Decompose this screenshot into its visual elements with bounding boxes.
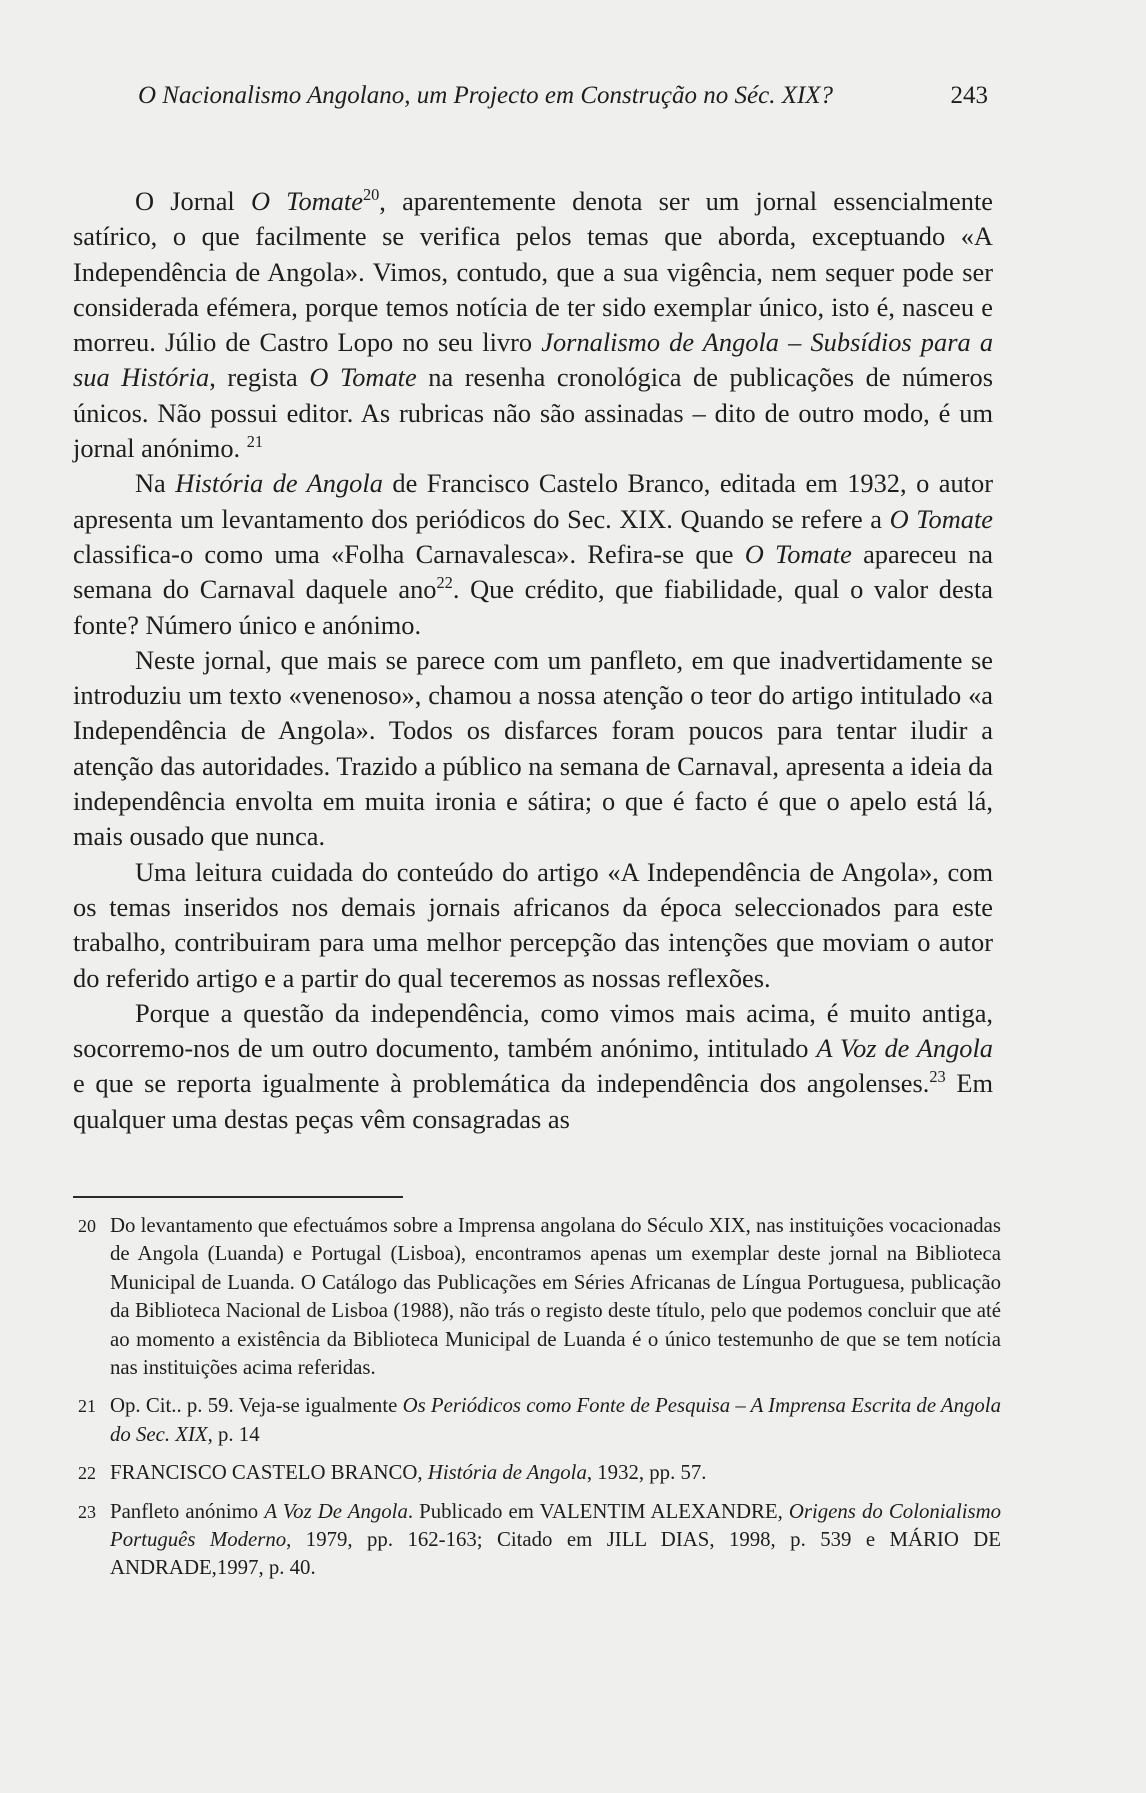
text-run: , aparentemente denota ser um jornal essencialmente satírico, o que facilmente se verifica pelos temas que aborda, exceptuando «A Independência de Angola». Vimos, contudo, que a sua vigência, nem sequer pode ser considerada efémera, porque temos notícia de ter sido exemplar único, isto é, nasceu e morreu. Júlio de Castro Lopo no seu livro bbox=[73, 186, 994, 358]
text-run: O Jornal bbox=[135, 186, 251, 216]
page-number: 243 bbox=[950, 82, 988, 109]
text-run: , regista bbox=[209, 362, 310, 393]
paragraph-5 bbox=[73, 996, 993, 1137]
text-run: . Que crédito, que fiabilidade, qual o valor desta fonte? Número único e anónimo. bbox=[73, 574, 993, 640]
footnote-ref-20[interactable]: 20 bbox=[362, 185, 380, 205]
text-run: , 1932, pp. 57. bbox=[586, 1461, 707, 1485]
text-run: apareceu na semana do Carnaval daquele ano bbox=[73, 538, 993, 605]
paragraph-1 bbox=[73, 184, 993, 466]
footnote-ref-23[interactable]: 23 bbox=[929, 1067, 946, 1087]
italic-run: História de Angola bbox=[175, 468, 383, 499]
text-run: Panfleto anónimo bbox=[110, 1499, 265, 1523]
text-run: classifica-o como uma «Folha Carnavalesca». Refira-se que bbox=[73, 538, 745, 569]
italic-run: Os Periódicos como Fonte de Pesquisa – A Imprensa Escrita de Angola do Sec. XIX bbox=[110, 1394, 1001, 1446]
footnote-number: 20 bbox=[78, 1216, 96, 1236]
footnotes bbox=[78, 1212, 1001, 1593]
text-run: FRANCISCO CASTELO BRANCO, bbox=[110, 1461, 428, 1485]
text-run: Op. Cit.. p. 59. Veja-se igualmente bbox=[110, 1394, 403, 1418]
paragraph-4: Uma leitura cuidada do conteúdo do artigo «A Independência de Angola», com os temas inseridos nos demais jornais africanos da época seleccionados para este trabalho, contribuiram para uma melhor percepção das intenções que moviam o autor do referido artigo e a partir do qual teceremos as nossas reflexões. bbox=[73, 856, 993, 993]
italic-run: O Tomate bbox=[744, 538, 852, 569]
italic-run: O Tomate bbox=[309, 362, 417, 393]
text-run: de Francisco Castelo Branco, editada em 1932, o autor apresenta um levantamento dos periódicos do Sec. XIX. Quando se refere a bbox=[73, 468, 993, 534]
body-text bbox=[73, 184, 993, 1137]
text-run: na resenha cronológica de publicações de números únicos. Não possui editor. As rubricas não são assinadas – dito de outro modo, é um jornal anónimo. bbox=[73, 362, 994, 464]
italic-run: O Tomate bbox=[889, 503, 993, 534]
italic-run: História de Angola bbox=[427, 1461, 587, 1485]
footnote-separator bbox=[73, 1196, 403, 1198]
text-run: . Publicado em VALENTIM ALEXANDRE, bbox=[407, 1499, 789, 1523]
running-title: O Nacionalismo Angolano, um Projecto em Construção no Séc. XIX? bbox=[138, 82, 834, 109]
text-run: e que se reporta igualmente à problemática da independência dos angolenses. bbox=[73, 1068, 930, 1099]
text-run: , 1979, pp. 162-163; Citado em JILL DIAS, 1998, p. 539 e MÁRIO DE ANDRADE,1997, p. 40. bbox=[110, 1528, 1001, 1580]
footnote-ref-21[interactable]: 21 bbox=[246, 432, 264, 452]
italic-run: Jornalismo de Angola – Subsídios para a sua História bbox=[73, 327, 994, 393]
text-run: Porque a questão da independência, como vimos mais acima, é muito antiga, socorremo-nos de um outro documento, também anónimo, intitulado bbox=[73, 997, 993, 1064]
italic-run: Origens do Colonialismo Português Moderno bbox=[110, 1499, 1002, 1552]
footnote-21 bbox=[78, 1392, 1001, 1449]
footnote-number: 22 bbox=[78, 1463, 96, 1484]
italic-run: O Tomate bbox=[250, 186, 363, 216]
text-run: , p. 14 bbox=[207, 1422, 260, 1446]
text-run: Em qualquer uma destas peças vêm consagradas as bbox=[73, 1068, 993, 1134]
paragraph-3: Neste jornal, que mais se parece com um panfleto, em que inadvertidamente se introduziu um texto «venenoso», chamou a nossa atenção o teor do artigo intitulado «a Independência de Angola». Todos os disfarces foram poucos para tentar iludir a atenção das autoridades. Trazido a público na semana de Carnaval, apresenta a ideia da independência envolta em muita ironia e sátira; o que é facto é que o apelo está lá, mais ousado que nunca. bbox=[73, 644, 993, 852]
footnote-number: 23 bbox=[78, 1501, 96, 1522]
footnote-20 bbox=[78, 1212, 1001, 1382]
footnote-ref-22[interactable]: 22 bbox=[436, 573, 453, 593]
paragraph-2 bbox=[73, 466, 993, 642]
footnote-22 bbox=[78, 1459, 1001, 1487]
italic-run: A Voz de Angola bbox=[816, 1033, 994, 1064]
running-header bbox=[138, 82, 988, 122]
italic-run: A Voz De Angola bbox=[264, 1499, 408, 1523]
footnote-number: 21 bbox=[78, 1396, 96, 1417]
footnote-text: Do levantamento que efectuámos sobre a Imprensa angolana do Século XIX, nas instituições vocacionadas de Angola (Luanda) e Portugal (Lisboa), encontramos apenas um exemplar deste jornal na Biblioteca Municipal de Luanda. O Catálogo das Publicações em Séries Africanas de Língua Portuguesa, publicação da Biblioteca Nacional de Lisboa (1988), não trás o registo deste título, pelo que podemos concluir que até ao momento a existência da Biblioteca Municipal de Luanda é o único testemunho de que se tem notícia nas instituições acima referidas. bbox=[110, 1214, 1001, 1380]
footnote-23 bbox=[78, 1498, 1001, 1583]
text-run: Na bbox=[135, 468, 176, 499]
